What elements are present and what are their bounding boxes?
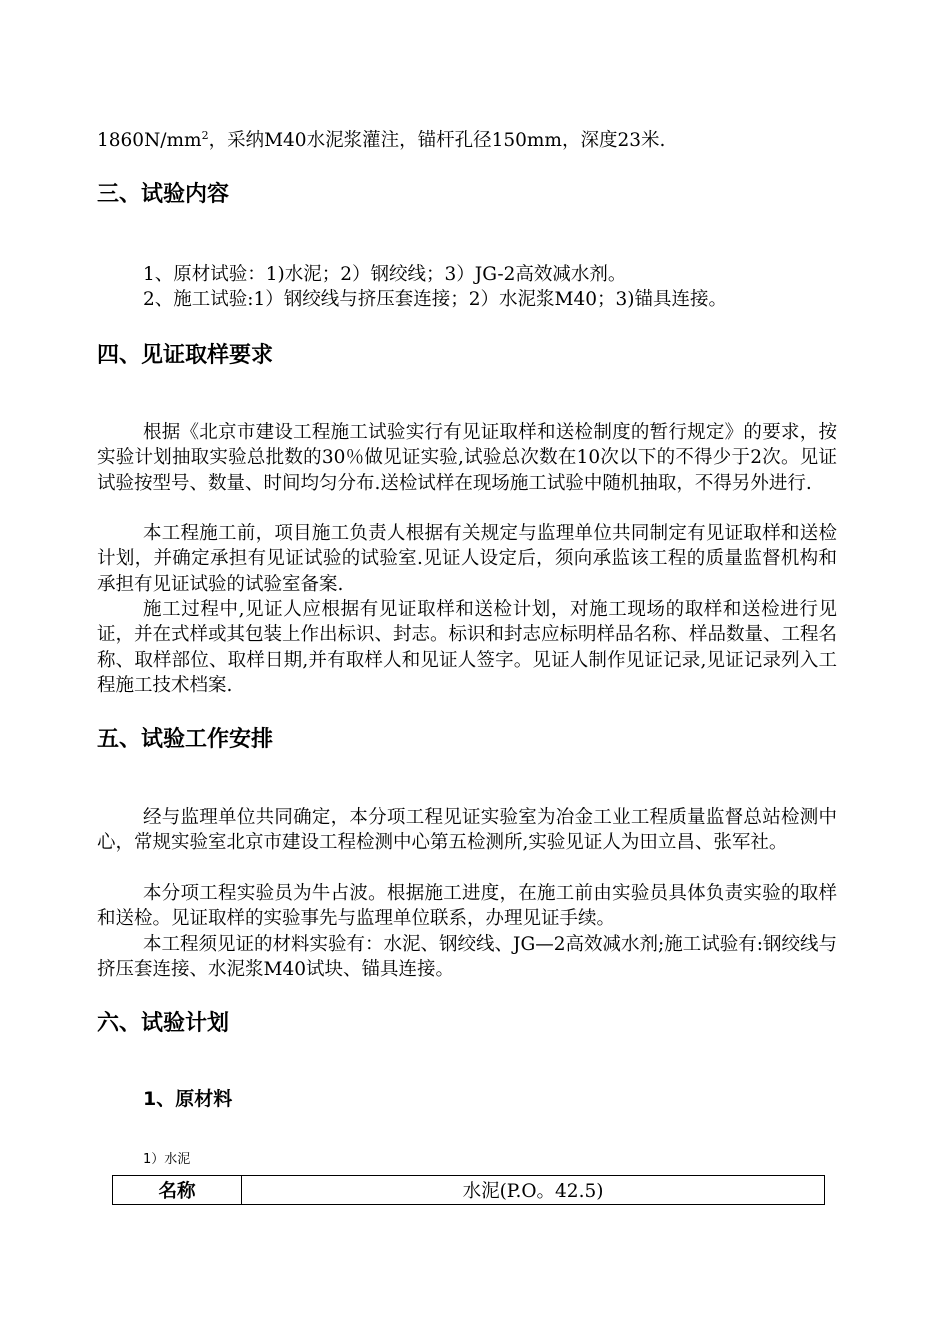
section-6-heading: 六、试验计划	[97, 1011, 230, 1036]
section-5-heading: 五、试验工作安排	[97, 727, 274, 752]
cement-table	[112, 1175, 825, 1205]
intro-superscript: 2	[201, 128, 209, 142]
section-4-paragraph-3: 施工过程中,见证人应根据有见证取样和送检计划，对施工现场的取样和送检进行见证，并在式样或其包装上作出标识、封志。标识和封志应标明样品名称、样品数量、工程名称、取样部位、取样日期,并有取样人和见证人签字。见证人制作见证记录,见证记录列入工程施工技术档案.	[97, 599, 838, 696]
intro-line	[97, 128, 837, 153]
cement-item-label: 1）水泥	[143, 1152, 191, 1167]
section-4-paragraph-2: 本工程施工前，项目施工负责人根据有关规定与监理单位共同制定有见证取样和送检计划，并确定承担有见证试验的试验室.见证人设定后，须向承监该工程的质量监督机构和承担有见证试验的试验室备案.	[97, 523, 837, 595]
section-3-heading: 三、试验内容	[97, 182, 230, 207]
section-3-line-2: 2、施工试验:1）钢绞线与挤压套连接；2）水泥浆M40；3)锚具连接。	[143, 289, 728, 310]
section-6-subheading: 1、原材料	[143, 1088, 233, 1110]
section-3-line-1: 1、原材试验：1)水泥；2）钢绞线；3）JG-2高效减水剂。	[143, 264, 627, 285]
section-5-paragraph-3: 本工程须见证的材料实验有：水泥、钢绞线、JG—2高效减水剂;施工试验有:钢绞线与挤压套连接、水泥浆M40试块、锚具连接。	[97, 934, 837, 981]
section-5-paragraph-2: 本分项工程实验员为牛占波。根据施工进度，在施工前由实验员具体负责实验的取样和送检。见证取样的实验事先与监理单位联系，办理见证手续。	[97, 883, 837, 930]
section-4-paragraph-1: 根据《北京市建设工程施工试验实行有见证取样和送检制度的暂行规定》的要求，按实验计划抽取实验总批数的30％做见证实验,试验总次数在10次以下的不得少于2次。见证试验按型号、数量、时间均匀分布.送检试样在现场施工试验中随机抽取，不得另外进行.	[97, 422, 837, 494]
intro-text-before: 1860N/mm	[97, 130, 202, 151]
section-5-paragraph-1: 经与监理单位共同确定，本分项工程见证实验室为冶金工业工程质量监督总站检测中心，常规实验室北京市建设工程检测中心第五检测所,实验见证人为田立昌、张军社。	[97, 807, 837, 854]
table-row	[113, 1176, 825, 1205]
table-value-cell: 水泥(P.O。42.5)	[242, 1176, 825, 1205]
section-4-heading: 四、见证取样要求	[97, 343, 274, 368]
intro-text-after: ，采纳M40水泥浆灌注，锚杆孔径150mm，深度23米.	[208, 130, 666, 151]
table-header-cell-name: 名称	[113, 1176, 242, 1205]
